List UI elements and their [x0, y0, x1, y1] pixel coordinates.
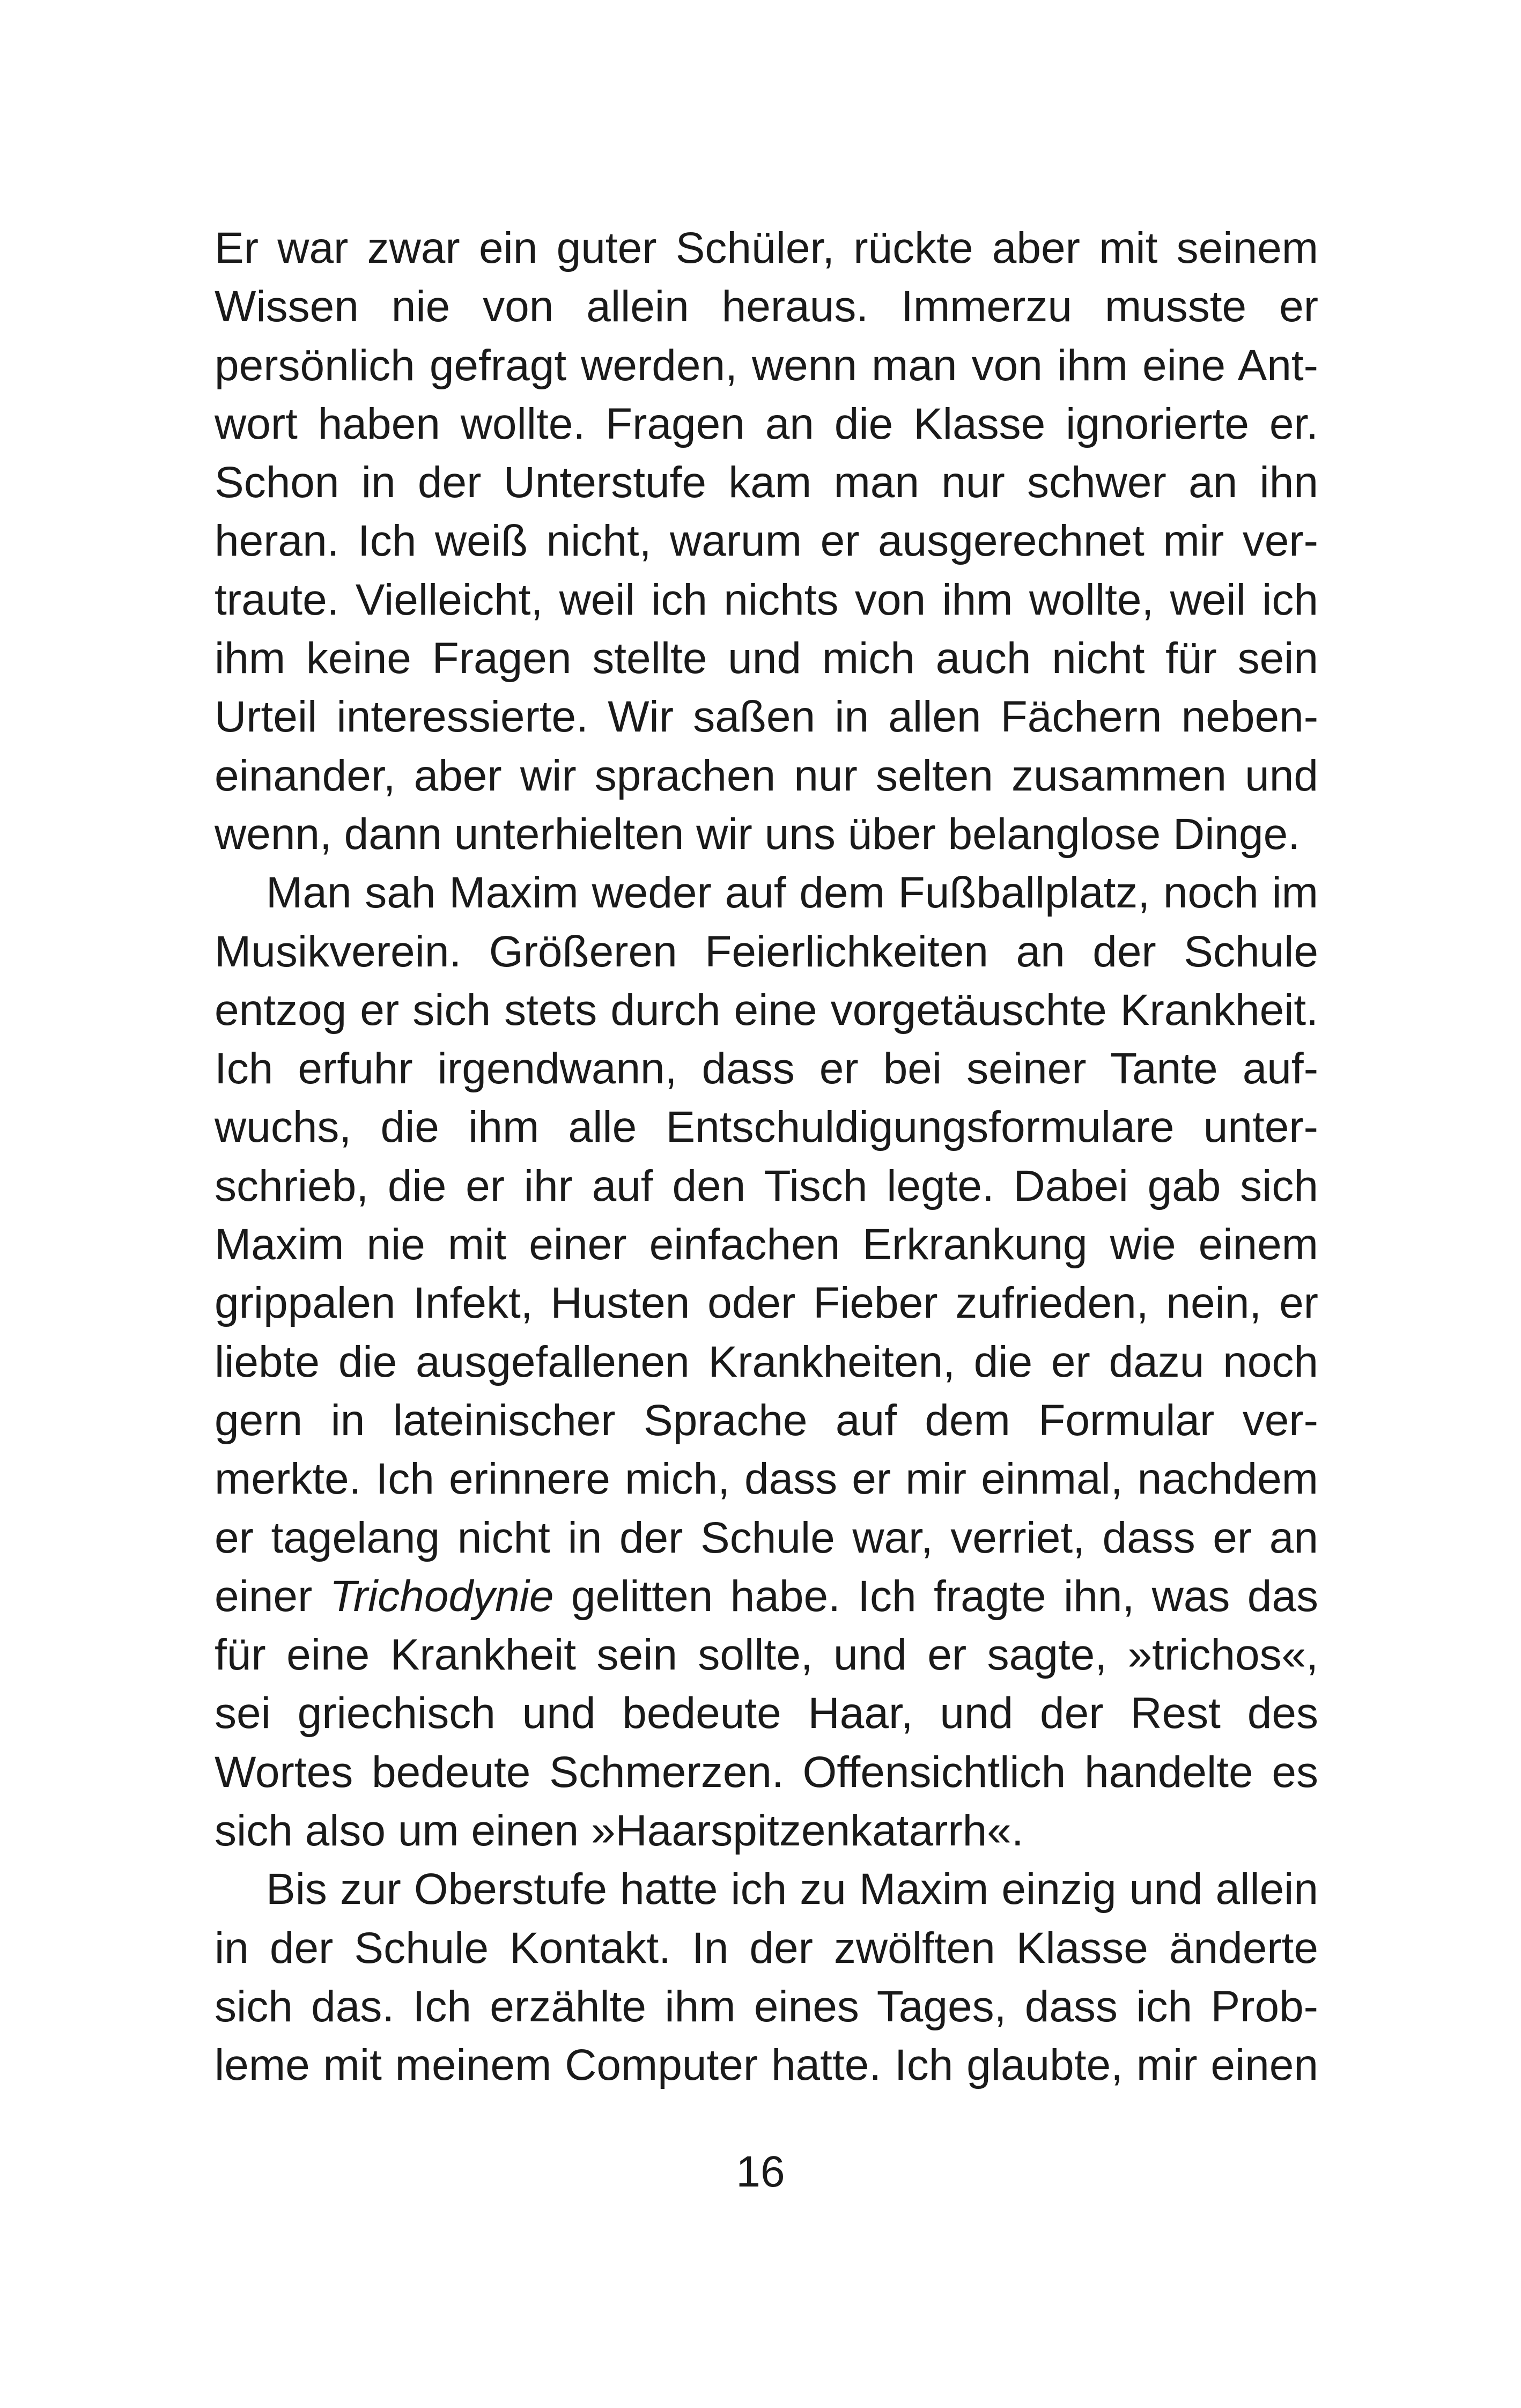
paragraph-first-line: Man sah Maxim weder auf dem Fußballplatz, noch im — [266, 868, 1318, 918]
text-line: heran. Ich weiß nicht, warum er ausgerechnet mir ver- — [215, 516, 1318, 566]
text-line: einander, aber wir sprachen nur selten zusammen und — [215, 751, 1318, 800]
text-line: schrieb, die er ihr auf den Tisch legte. Dabei gab sich — [215, 1161, 1318, 1210]
paragraph-first-line: Bis zur Oberstufe hatte ich zu Maxim einzig und allein — [266, 1865, 1318, 1914]
text-line: sei griechisch und bedeute Haar, und der Rest des — [215, 1689, 1318, 1738]
text-line: traute. Vielleicht, weil ich nichts von ihm wollte, weil ich — [215, 575, 1318, 624]
text-line: Maxim nie mit einer einfachen Erkrankung wie einem — [215, 1220, 1318, 1269]
page-number: 16 — [736, 2147, 785, 2196]
text-segment: gelitten habe. Ich fragte ihn, was das — [553, 1571, 1319, 1621]
text-line: wort haben wollte. Fragen an die Klasse ignorierte er. — [215, 399, 1318, 448]
text-line: leme mit meinem Computer hatte. Ich glaubte, mir einen — [215, 2041, 1318, 2090]
text-line: grippalen Infekt, Husten oder Fieber zufrieden, nein, er — [215, 1279, 1318, 1328]
text-segment: einer — [215, 1571, 330, 1621]
text-line: Musikverein. Größeren Feierlichkeiten an der Schule — [215, 927, 1318, 976]
text-line: wenn, dann unterhielten wir uns über belanglose Dinge. — [215, 809, 1301, 859]
text-line: in der Schule Kontakt. In der zwölften Klasse änderte — [215, 1923, 1318, 1973]
body-text — [215, 219, 1318, 2095]
text-line: merkte. Ich erinnere mich, dass er mir einmal, nachdem — [215, 1454, 1318, 1504]
text-line: liebte die ausgefallenen Krankheiten, die er dazu noch — [215, 1337, 1318, 1386]
text-line-with-italic — [215, 1567, 1318, 1626]
italic-term: Trichodynie — [329, 1571, 554, 1621]
text-line: Urteil interessierte. Wir saßen in allen Fächern neben- — [215, 692, 1318, 742]
text-line: sich das. Ich erzählte ihm eines Tages, dass ich Prob- — [215, 1982, 1318, 2031]
text-line: Schon in der Unterstufe kam man nur schwer an ihn — [215, 458, 1318, 507]
text-line: er tagelang nicht in der Schule war, verriet, dass er an — [215, 1513, 1318, 1562]
text-line: gern in lateinischer Sprache auf dem Formular ver- — [215, 1395, 1318, 1445]
text-line: für eine Krankheit sein sollte, und er sagte, »trichos«, — [215, 1630, 1318, 1680]
text-line: Er war zwar ein guter Schüler, rückte aber mit seinem — [215, 224, 1318, 272]
text-line: ihm keine Fragen stellte und mich auch nicht für sein — [215, 634, 1318, 683]
text-line: persönlich gefragt werden, wenn man von ihm eine Ant- — [215, 341, 1318, 390]
text-line: wuchs, die ihm alle Entschuldigungsformulare unter- — [215, 1103, 1318, 1152]
text-line: Wortes bedeute Schmerzen. Offensichtlich handelte es — [215, 1747, 1318, 1797]
text-line: Ich erfuhr irgendwann, dass er bei seiner Tante auf- — [215, 1044, 1318, 1094]
text-line: Wissen nie von allein heraus. Immerzu musste er — [215, 282, 1318, 331]
text-line: entzog er sich stets durch eine vorgetäuschte Krankheit. — [215, 985, 1318, 1035]
text-line: sich also um einen »Haarspitzenkatarrh«. — [215, 1806, 1024, 1856]
